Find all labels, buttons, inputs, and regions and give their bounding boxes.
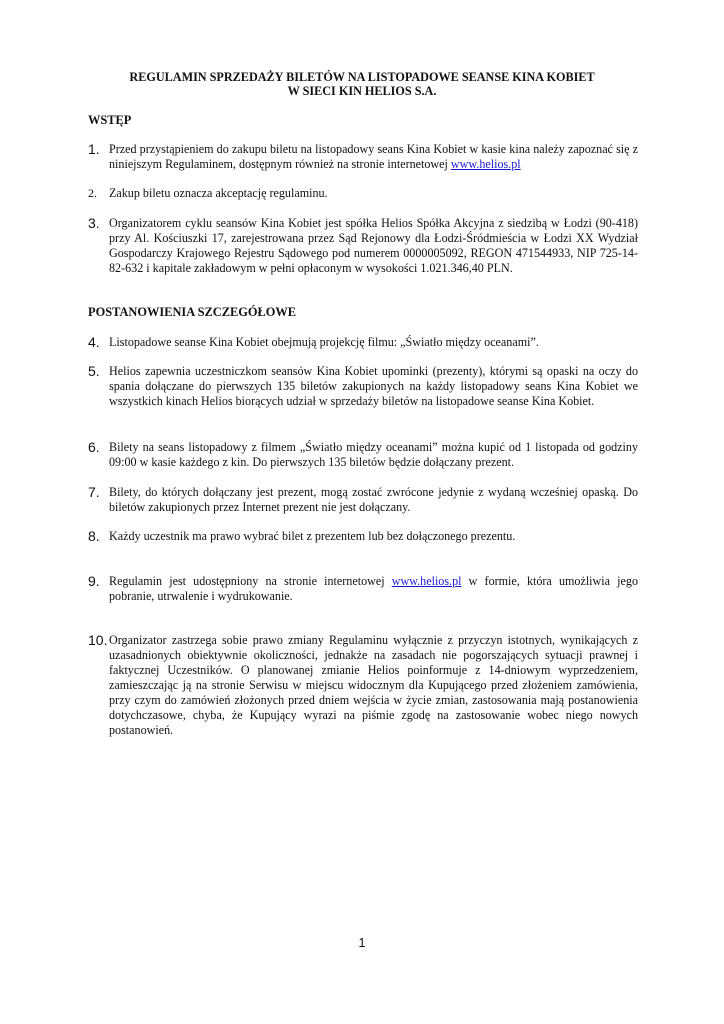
item-text: Organizatorem cyklu seansów Kina Kobiet jest spółka Helios Spółka Akcyjna z siedzibą w Łodzi (90-418) przy Al. Kościuszki 17, zarejestrowana przez Sąd Rejonowy dla Łodzi-Śródmieścia w Łodzi XX Wydział Gospodarczy Krajowego Rejestru Sądowego pod numerem 0000005092, REGON 471544933, NIP 725-14-82-632 i kapitale zakładowym w pełni opłaconym w wysokości 1.021.346,40 PLN.	[109, 216, 638, 275]
list-item	[88, 216, 638, 276]
list-item	[88, 335, 638, 350]
title-line-2: W SIECI KIN HELIOS S.A.	[287, 84, 437, 98]
document-title	[80, 70, 644, 98]
item-text: Bilety na seans listopadowy z filmem „Światło między oceanami” można kupić od 1 listopada od godziny 09:00 w kasie każdego z kin. Do pierwszych 135 biletów będzie dołączany prezent.	[109, 440, 638, 469]
item-text: Organizator zastrzega sobie prawo zmiany Regulaminu wyłącznie z przyczyn istotnych, wynikających z uzasadnionych obiektywnie okoliczności, jednakże na zasadach nie pogorszających sytuacji prawnej i faktycznej Uczestników. O planowanej zmianie Helios poinformuje z 14-dniowym wyprzedzeniem, zamieszczając ją na stronie Serwisu w miejscu widocznym dla Kupującego przed złożeniem zamówienia, przy czym do zamówień złożonych przed dniem wejścia w życie zmian, zastosowania mają postanowienia dotychczasowe, chyba, że Kupujący wyrazi na piśmie zgodę na zastosowanie wobec niego nowych postanowień.	[109, 633, 638, 737]
item-number: 8.	[88, 528, 100, 544]
item-number: 5.	[88, 363, 100, 379]
item-number: 10.	[88, 632, 108, 648]
list-item	[88, 186, 638, 201]
details-heading: POSTANOWIENIA SZCZEGÓŁOWE	[88, 305, 297, 319]
item-text: Listopadowe seanse Kina Kobiet obejmują projekcję filmu: „Światło między oceanami”.	[109, 335, 539, 349]
item-number: 4.	[88, 334, 100, 350]
helios-link[interactable]: www.helios.pl	[450, 157, 521, 171]
intro-heading: WSTĘP	[88, 113, 132, 127]
list-item	[88, 485, 638, 515]
helios-link[interactable]: www.helios.pl	[391, 574, 462, 588]
item-number: 2.	[88, 186, 97, 200]
item-number: 1.	[88, 141, 100, 157]
list-item	[88, 364, 638, 409]
list-item	[88, 142, 638, 172]
list-item	[88, 574, 638, 604]
item-text: Zakup biletu oznacza akceptację regulaminu.	[109, 186, 328, 200]
item-number: 6.	[88, 439, 100, 455]
list-item	[88, 529, 638, 544]
list-item	[88, 440, 638, 470]
list-item	[88, 633, 638, 738]
item-text: Regulamin jest udostępniony na stronie internetowej www.helios.pl w formie, która umożliwia jego pobranie, utrwalenie i wydrukowanie.	[109, 574, 638, 603]
item-number: 7.	[88, 484, 100, 500]
item-number: 9.	[88, 573, 100, 589]
item-text: Każdy uczestnik ma prawo wybrać bilet z prezentem lub bez dołączonego prezentu.	[109, 529, 516, 543]
item-number: 3.	[88, 215, 100, 231]
page-number: 1	[358, 936, 366, 950]
item-text: Bilety, do których dołączany jest prezent, mogą zostać zwrócone jedynie z wydaną wcześniej opaską. Do biletów zakupionych przez Internet prezent nie jest dołączany.	[109, 485, 638, 514]
title-line-1: REGULAMIN SPRZEDAŻY BILETÓW NA LISTOPADOWE SEANSE KINA KOBIET	[129, 70, 595, 84]
item-text: Przed przystąpieniem do zakupu biletu na listopadowy seans Kina Kobiet w kasie kina należy zapoznać się z niniejszym Regulaminem, dostępnym również na stronie internetowej www.helios.pl	[109, 142, 638, 171]
item-text: Helios zapewnia uczestniczkom seansów Kina Kobiet upominki (prezenty), którymi są opaski na oczy do spania dołączane do pierwszych 135 biletów zakupionych na każdy listopadowy seans Kina Kobiet we wszystkich kinach Helios biorących udział w sprzedaży biletów na listopadowe seanse Kina Kobiet.	[109, 364, 638, 408]
